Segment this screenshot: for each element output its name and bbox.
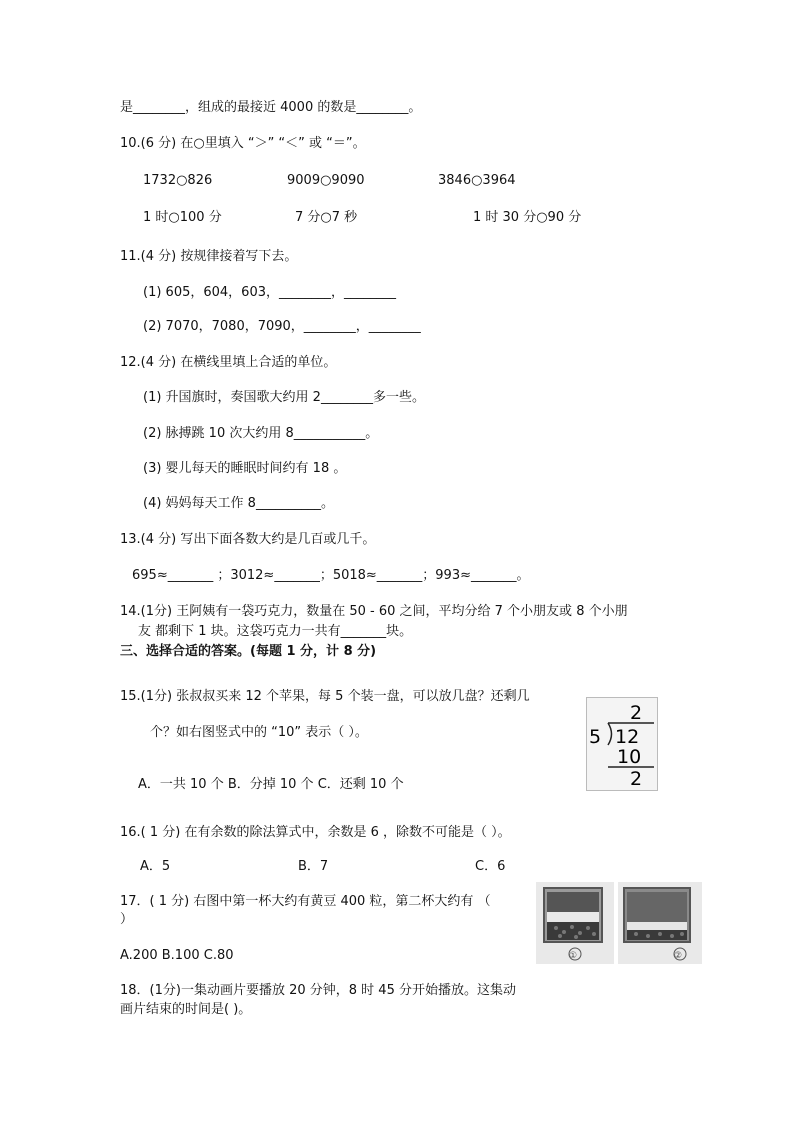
long-division-figure <box>586 697 658 791</box>
q16-option-a: A．5 <box>140 859 171 874</box>
beaker-1-image <box>536 882 614 964</box>
q13-items: 695≈_______ ；3012≈_______；5018≈_______；993≈_______。 <box>132 568 530 583</box>
q10-item-c: 3846○3964 <box>438 173 516 188</box>
q11-item-2: (2) 7070，7080，7090，________，________ <box>143 319 421 334</box>
q14-line-1: 14.(1分) 王阿姨有一袋巧克力，数量在 50 - 60 之间，平均分给 7 个小朋友或 8 个小朋 <box>120 604 628 619</box>
q12-item-3: (3) 婴儿每天的睡眠时间约有 18 。 <box>143 461 347 476</box>
q15-line-2: 个？如右图竖式中的 “10” 表示（ ）。 <box>150 725 368 740</box>
q9-continuation: 是________，组成的最接近 4000 的数是________。 <box>120 100 422 115</box>
q16-option-b: B．7 <box>298 859 329 874</box>
q12-item-4: (4) 妈妈每天工作 8__________。 <box>143 496 334 511</box>
q15-options: A．一共 10 个 B．分掉 10 个 C．还剩 10 个 <box>138 777 404 792</box>
q12-item-1: (1) 升国旗时，奏国歌大约用 2________多一些。 <box>143 390 425 405</box>
q18-line-2: 画片结束的时间是( )。 <box>120 1002 252 1017</box>
q10-item-b: 9009○9090 <box>287 173 365 188</box>
division-dividend: 12 <box>615 726 640 748</box>
q12-title: 12.(4 分) 在横线里填上合适的单位。 <box>120 355 337 370</box>
q17-options: A.200 B.100 C.80 <box>120 948 234 963</box>
q10-title: 10.(6 分) 在○里填入 “＞” “＜” 或 “＝”。 <box>120 136 366 151</box>
q10-item-d: 1 时○100 分 <box>143 210 222 225</box>
section-3-heading: 三、选择合适的答案。(每题 1 分，计 8 分) <box>120 644 377 659</box>
q14-line-2: 友 都剩下 1 块。这袋巧克力一共有_______块。 <box>138 624 413 639</box>
division-remainder: 2 <box>630 768 643 790</box>
q16-text: 16.( 1 分) 在有余数的除法算式中，余数是 6 ，除数不可能是（ ）。 <box>120 825 511 840</box>
q10-item-a: 1732○826 <box>143 173 213 188</box>
division-product: 10 <box>617 746 642 768</box>
q17-line-2: ） <box>120 912 134 927</box>
q13-title: 13.(4 分) 写出下面各数大约是几百或几千。 <box>120 532 376 547</box>
division-divisor: 5 <box>589 726 602 748</box>
q15-line-1: 15.(1分) 张叔叔买来 12 个苹果，每 5 个装一盘，可以放几盘？还剩几 <box>120 689 530 704</box>
beaker-1-label: ① <box>569 951 578 961</box>
beaker-2-label: ② <box>674 951 683 961</box>
q12-item-2: (2) 脉搏跳 10 次大约用 8___________。 <box>143 426 379 441</box>
q11-item-1: (1) 605，604，603，________，________ <box>143 285 396 300</box>
beaker-2-image <box>618 882 702 964</box>
q10-item-f: 1 时 30 分○90 分 <box>473 210 582 225</box>
q17-line-1: 17．( 1 分) 右图中第一杯大约有黄豆 400 粒，第二杯大约有 （ <box>120 894 491 909</box>
q18-line-1: 18．(1分)一集动画片要播放 20 分钟，8 时 45 分开始播放。这集动 <box>120 983 516 998</box>
q11-title: 11.(4 分) 按规律接着写下去。 <box>120 249 298 264</box>
division-quotient: 2 <box>630 702 643 724</box>
q10-item-e: 7 分○7 秒 <box>295 210 358 225</box>
q16-option-c: C．6 <box>475 859 506 874</box>
